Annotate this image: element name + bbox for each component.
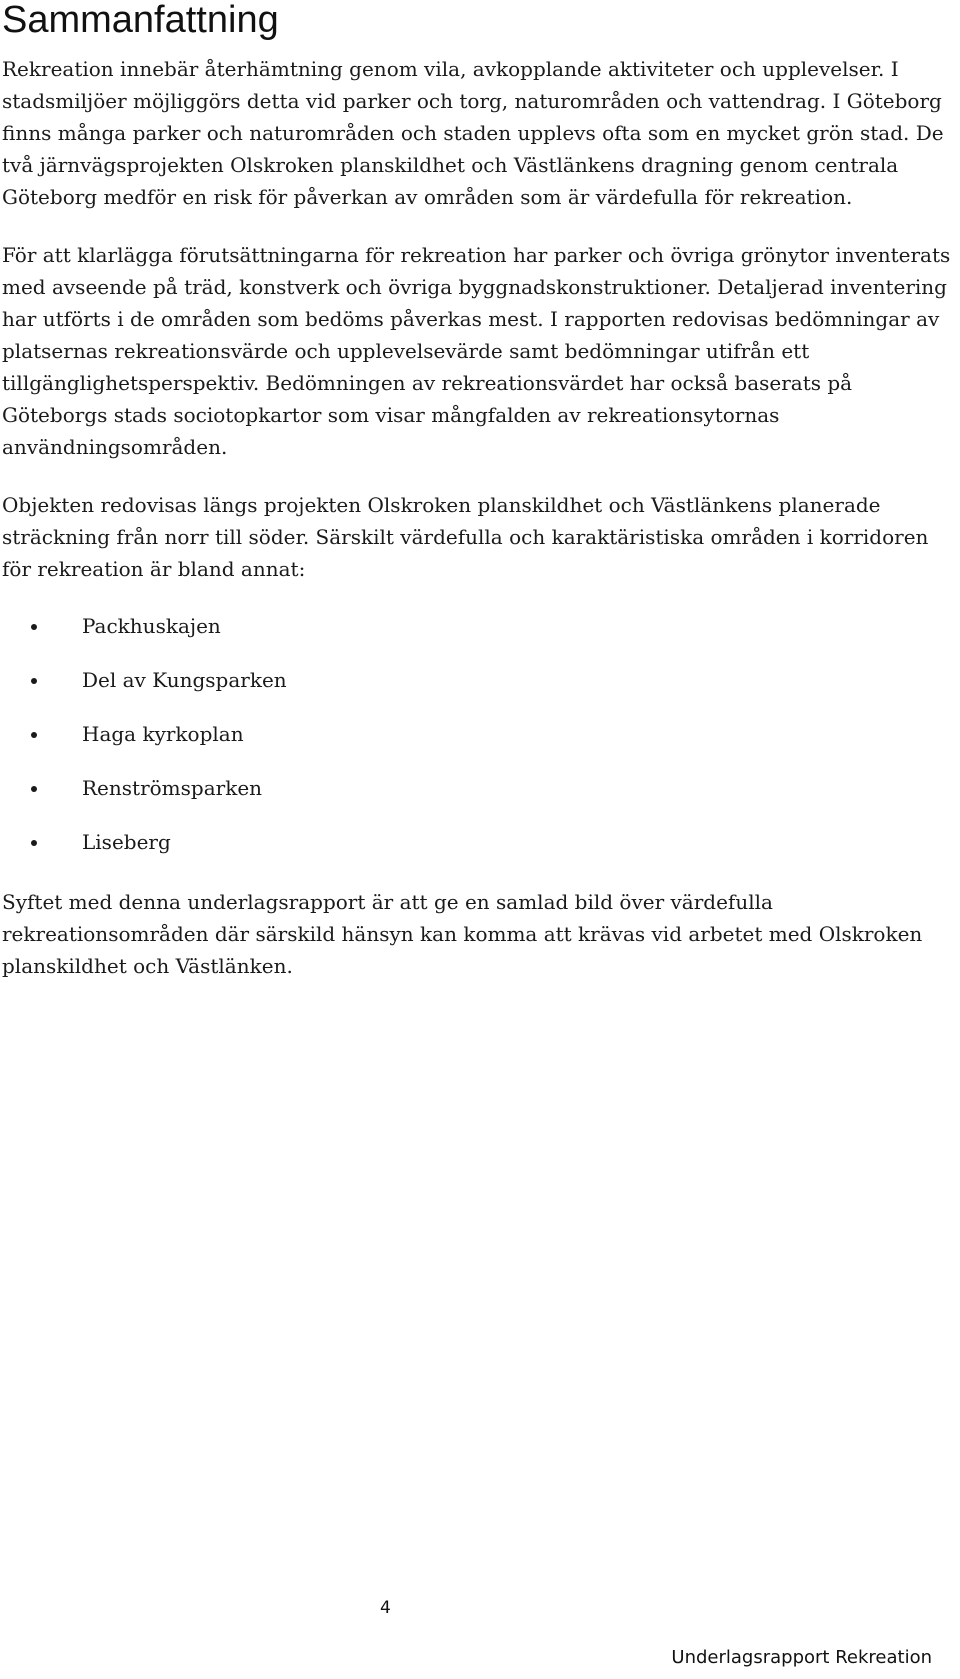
- list-item: [2, 772, 952, 804]
- bullet-icon: [31, 786, 37, 792]
- bullet-icon: [31, 840, 37, 846]
- list-item: [2, 826, 952, 858]
- list-item: [2, 610, 952, 642]
- list-item-label: Del av Kungsparken: [82, 668, 287, 692]
- list-item-label: Haga kyrkoplan: [82, 722, 244, 746]
- list-item-label: Renströmsparken: [82, 776, 263, 800]
- paragraph-intro: Rekreation innebär återhämtning genom vila, avkopplande aktiviteter och upplevelser. I stadsmiljöer möjliggörs detta vid parker och torg, naturområden och vattendrag. I Göteborg finns många parker och naturområden och staden upplevs ofta som en mycket grön stad. De två järnvägsprojekten Olskroken planskildhet och Västlänkens dragning genom centrala Göteborg medför en risk för påverkan av områden som är värdefulla för rekreation.: [2, 57, 944, 209]
- page-number: 4: [380, 1598, 391, 1618]
- paragraph-purpose: Syftet med denna underlagsrapport är att ge en samlad bild över värdefulla rekreationsområden där särskild hänsyn kan komma att krävas vid arbetet med Olskroken planskildhet och Västlänken.: [2, 890, 923, 978]
- bullet-icon: [31, 624, 37, 630]
- paragraph-objects: Objekten redovisas längs projekten Olskroken planskildhet och Västlänkens planerade sträckning från norr till söder. Särskilt värdefulla och karaktäristiska områden i korridoren för rekreation är bland annat:: [2, 493, 929, 581]
- list-item: [2, 664, 952, 696]
- summary-body: [2, 53, 952, 982]
- paragraph-inventory: För att klarlägga förutsättningarna för rekreation har parker och övriga grönytor inventerats med avseende på träd, konstverk och övriga byggnadskonstruktioner. Detaljerad inventering har utförts i de områden som bedöms påverkas mest. I rapporten redovisas bedömningar av platsernas rekreationsvärde och upplevelsevärde samt bedömningar utifrån ett tillgänglighetsperspektiv. Bedömningen av rekreationsvärdet har också baserats på Göteborgs stads sociotopkartor som visar mångfalden av rekreationsytornas användningsområden.: [2, 243, 951, 459]
- bullet-icon: [31, 732, 37, 738]
- list-item-label: Packhuskajen: [82, 614, 221, 638]
- list-item: [2, 718, 952, 750]
- bullet-icon: [31, 678, 37, 684]
- list-item-label: Liseberg: [82, 830, 171, 854]
- footer-report-title: Underlagsrapport Rekreation: [671, 1647, 932, 1668]
- section-heading: Sammanfattning: [2, 0, 279, 41]
- area-list: [2, 610, 952, 858]
